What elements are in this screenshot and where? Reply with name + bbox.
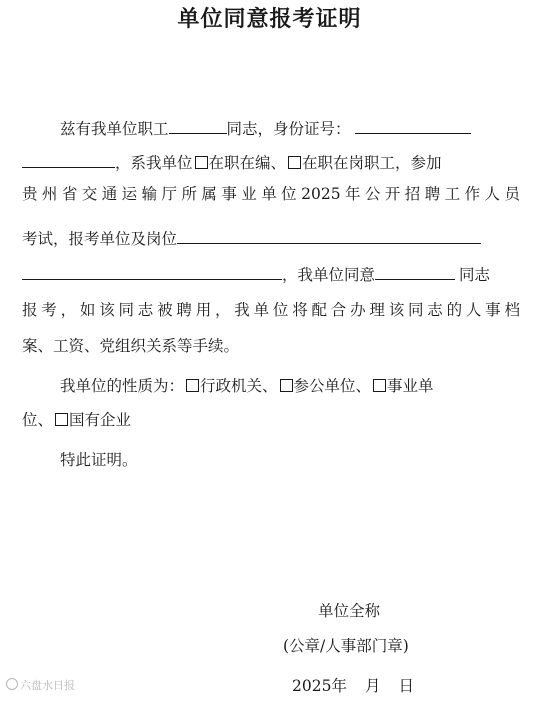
nature-line-1 (60, 376, 434, 396)
relation-text: ，系我单位 (115, 154, 193, 172)
body-line-4 (22, 226, 481, 249)
body-line-1 (60, 116, 471, 139)
watermark-logo-icon (6, 678, 18, 690)
nature-cont: 位、 (22, 411, 54, 429)
body-line-6: 报考，如该同志被聘用，我单位将配合办理该同志的人事档 (22, 301, 520, 319)
nature-line-2 (22, 410, 131, 430)
checkbox-public-institution[interactable] (373, 379, 386, 392)
option-onpost-worker: 在职在岗职工，参加 (302, 154, 442, 172)
position-label: 考试，报考单位及岗位 (22, 230, 178, 248)
watermark-text: 六盘水日报 (20, 679, 75, 692)
unit-name-label: 单位全称 (318, 602, 381, 620)
checkbox-admin-organ[interactable] (186, 379, 199, 392)
checkbox-onpost-worker[interactable] (288, 156, 301, 169)
seal-note: (公章/人事部门章) (283, 637, 409, 655)
option-public-institution: 事业单 (387, 377, 434, 395)
option-admin-organ: 行政机关、 (200, 377, 278, 395)
employee-name-blank[interactable] (169, 116, 227, 134)
certify-text: 特此证明。 (60, 451, 138, 469)
id-number-blank[interactable] (355, 116, 471, 134)
body-line-3: 贵州省交通运输厅所属事业单位2025年公开招聘工作人员 (22, 185, 520, 203)
body-line-7: 案、工资、党组织关系等手续。 (22, 337, 240, 355)
tongzhi-id-label: 同志，身份证号： (226, 120, 351, 138)
nature-label: 我单位的性质为： (60, 377, 185, 395)
position-blank-cont[interactable] (22, 262, 282, 280)
agree-name-blank[interactable] (375, 262, 455, 280)
watermark (6, 677, 75, 693)
body-line-2 (22, 150, 442, 173)
checkbox-civil-service-managed[interactable] (280, 379, 293, 392)
checkbox-onpost-staff[interactable] (195, 156, 208, 169)
option-state-owned: 国有企业 (69, 411, 132, 429)
page-title: 单位同意报考证明 (177, 7, 362, 32)
option-onpost-staff: 在职在编、 (208, 154, 287, 172)
tongzhi-text: 同志 (459, 266, 491, 284)
id-number-blank-cont[interactable] (22, 150, 115, 168)
position-blank[interactable] (177, 226, 481, 244)
checkbox-state-owned[interactable] (55, 413, 68, 426)
intro-text: 兹有我单位职工 (60, 120, 169, 138)
agree-text: ，我单位同意 (282, 266, 376, 284)
date-year: 2025年 (292, 677, 347, 695)
date-day: 日 (398, 677, 414, 695)
date-month: 月 (364, 677, 381, 695)
option-civil-service-managed: 参公单位、 (293, 377, 372, 395)
body-line-5 (22, 262, 490, 285)
date-line (292, 676, 414, 696)
